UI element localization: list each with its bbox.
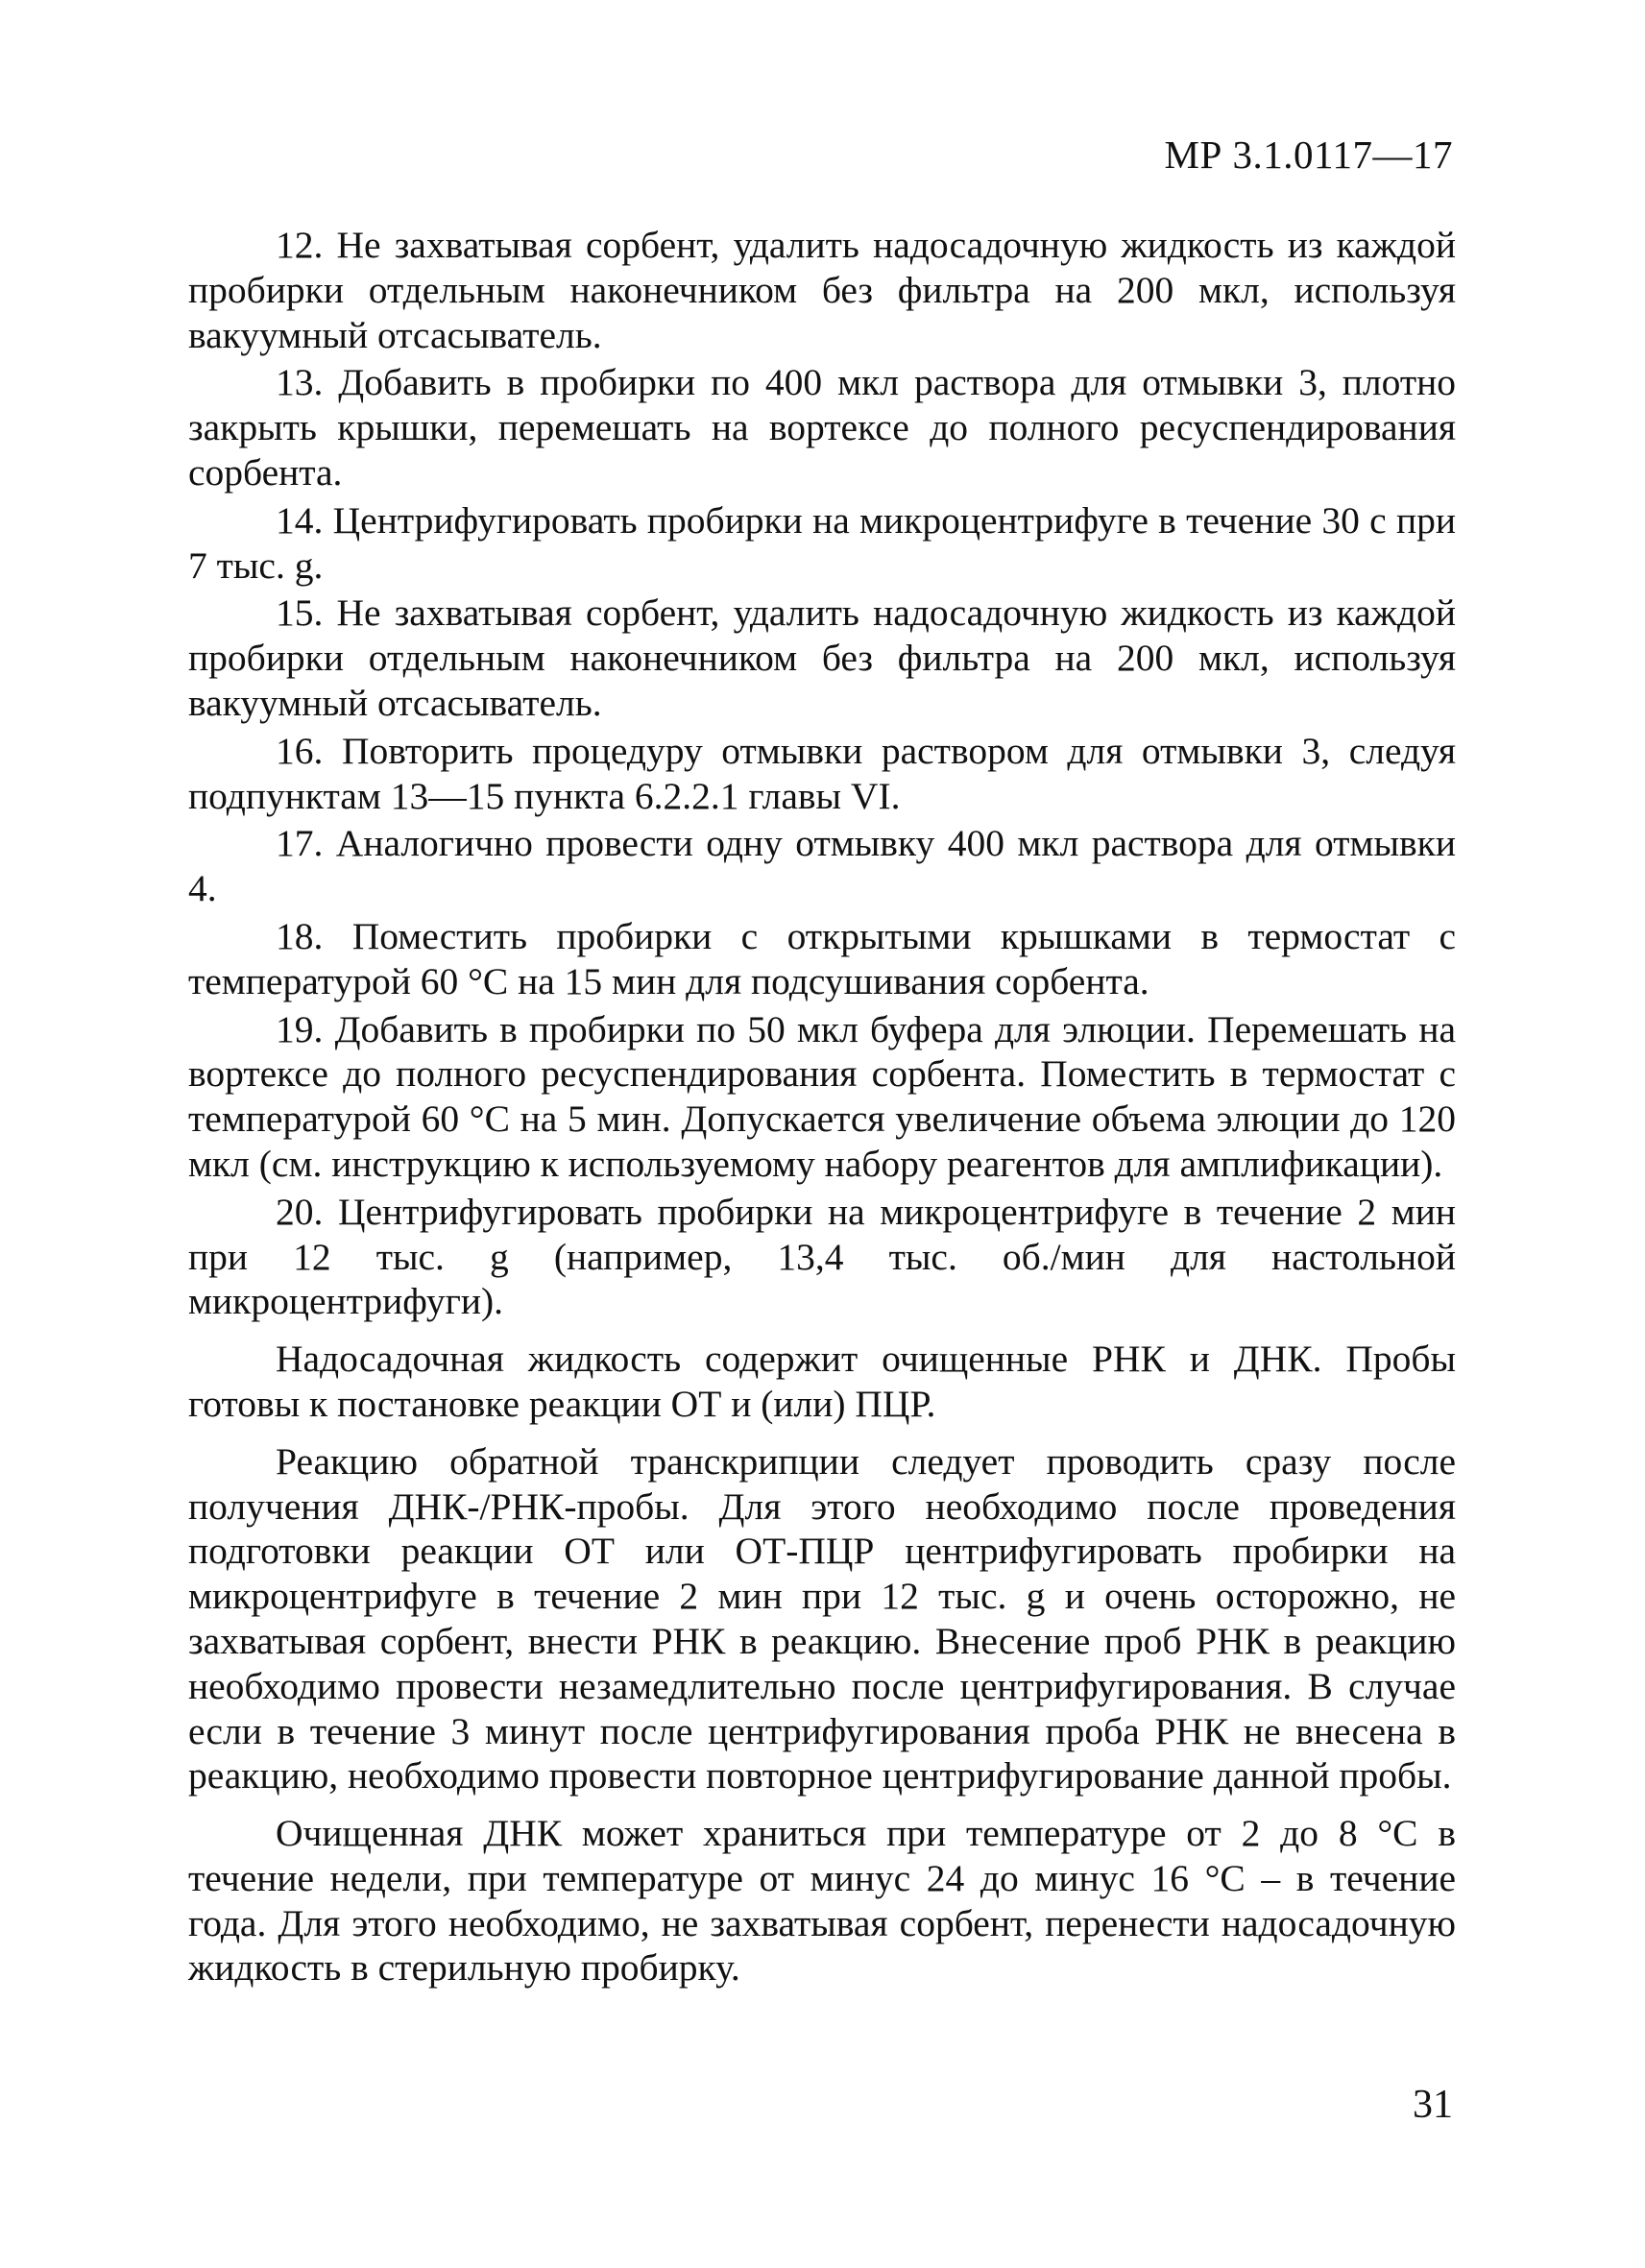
page-number: 31 [1413,2083,1453,2127]
dna-storage-paragraph: Очищенная ДНК может храниться при температуре от 2 до 8 °С в течение недели, при температуре от минус 24 до минус 16 °С – в течение года. Для этого необходимо, не захватывая сорбент, перенести надосадочную жидкость в стерильную пробирку. [188,1812,1456,1990]
step-19-paragraph: 19. Добавить в пробирки по 50 мкл буфера для элюции. Перемешать на вортексе до полного ресуспендирования сорбента. Поместить в термостат с температурой 60 °С на 5 мин. Допускается увеличение объема элюции до 120 мкл (см. инструкцию к используемому набору реагентов для амплификации). [188,1007,1456,1185]
step-18-paragraph: 18. Поместить пробирки с открытыми крышками в термостат с температурой 60 °С на 15 мин для подсушивания сорбента. [188,914,1456,1002]
step-13-paragraph: 13. Добавить в пробирки по 400 мкл раствора для отмывки 3, плотно закрыть крышки, перемешать на вортексе до полного ресуспендирования сорбента. [188,361,1456,494]
reverse-transcription-paragraph: Реакцию обратной транскрипции следует проводить сразу после получения ДНК-/РНК-пробы. Для этого необходимо после проведения подготовки реакции ОТ или ОТ-ПЦР центрифугировать пробирки на микроцентрифуге в течение 2 мин при 12 тыс. g и очень осторожно, не захватывая сорбент, внести РНК в реакцию. Внесение проб РНК в реакцию необходимо провести незамедлительно после центрифугирования. В случае если в течение 3 минут после центрифугирования проба РНК не внесена в реакцию, необходимо провести повторное центрифугирование данной пробы. [188,1439,1456,1798]
step-17-paragraph: 17. Аналогично провести одну отмывку 400 мкл раствора для отмывки 4. [188,822,1456,910]
step-16-paragraph: 16. Повторить процедуру отмывки раствором для отмывки 3, следуя подпунктам 13—15 пункта 6.2.2.1 главы VI. [188,729,1456,817]
step-12-paragraph: 12. Не захватывая сорбент, удалить надосадочную жидкость из каждой пробирки отдельным наконечником без фильтра на 200 мкл, используя вакуумный отсасыватель. [188,224,1456,356]
step-15-paragraph: 15. Не захватывая сорбент, удалить надосадочную жидкость из каждой пробирки отдельным наконечником без фильтра на 200 мкл, используя вакуумный отсасыватель. [188,591,1456,724]
step-20-paragraph: 20. Центрифугировать пробирки на микроцентрифуге в течение 2 мин при 12 тыс. g (например, 13,4 тыс. об./мин для настольной микроцентрифуги). [188,1190,1456,1323]
step-14-paragraph: 14. Центрифугировать пробирки на микроцентрифуге в течение 30 с при 7 тыс. g. [188,498,1456,587]
supernatant-note-paragraph: Надосадочная жидкость содержит очищенные РНК и ДНК. Пробы готовы к постановке реакции ОТ и (или) ПЦР. [188,1338,1456,1425]
document-code-header: МР 3.1.0117—17 [1164,133,1453,177]
document-body [188,223,1456,1993]
